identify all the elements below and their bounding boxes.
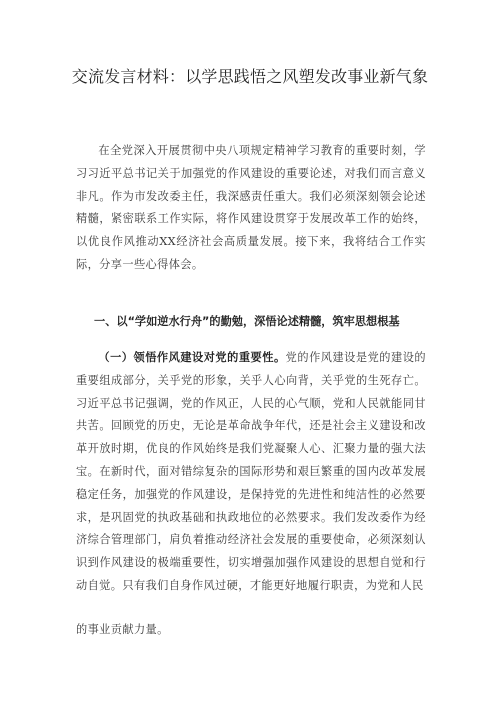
body-paragraph-text: 党的作风建设是党的建设的重要组成部分，关乎党的形象，关乎人心向背，关乎党的生死存亡。习近平总书记强调，党的作风正，人民的心气顺，党和人民就能同甘共苦。回顾党的历史，无论是革命战争年代，还是社会主义建设和改革开放时期，优良的作风始终是我们党凝聚人心、汇聚力量的强大法宝。在新时代，面对错综复杂的国际形势和艰巨繁重的国内改革发展稳定任务，加强党的作风建设，是保持党的先进性和纯洁性的必然要求，是巩固党的执政基础和执政地位的必然要求。我们发改委作为经济综合管理部门，肩负着推动经济社会发展的重要使命，必须深刻认识到作风建设的极端重要性，切实增强加强作风建设的思想自觉和行动自觉。只有我们自身作风过硬，才能更好地履行职责，为党和人民	[76, 351, 426, 592]
body-paragraph	[76, 347, 426, 598]
section-heading: 一、以“学如逆水行舟”的勤勉，深悟论述精髓，筑牢思想根基	[94, 315, 400, 328]
subsection-lead: （一）领悟作风建设对党的重要性。	[98, 351, 286, 364]
body-paragraph-tail: 的事业贡献力量。	[76, 623, 169, 636]
intro-paragraph: 在全党深入开展贯彻中央八项规定精神学习教育的重要时刻，学习习近平总书记关于加强党的作风建设的重要论述，对我们而言意义非凡。作为市发改委主任，我深感责任重大。我们必须深刻领会论述精髓，紧密联系工作实际，将作风建设贯穿于发展改革工作的始终，以优良作风推动XX经济社会高质量发展。接下来，我将结合工作实际，分享一些心得体会。	[76, 144, 426, 271]
document-title: 交流发言材料：以学思践悟之风塑发改事业新气象	[71, 67, 429, 86]
